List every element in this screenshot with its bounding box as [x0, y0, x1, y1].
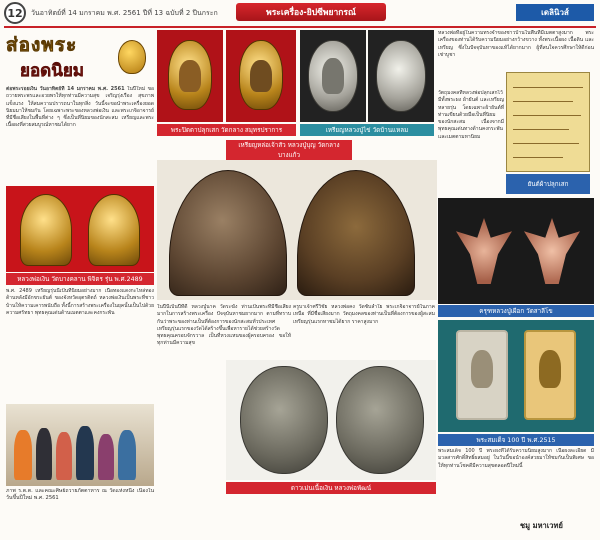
photo-amulet-1: [157, 30, 223, 122]
header-rule: [4, 26, 596, 28]
amulet-front: [20, 194, 72, 266]
monk-figure: [14, 430, 32, 480]
coin-front: [240, 366, 328, 474]
garuda-front: [456, 218, 512, 284]
date-line: วันอาทิตย์ที่ 14 มกราคม พ.ศ. 2561 ปีที่ 13 ฉบับที่ 2 ปีนกระก: [31, 8, 218, 17]
buddha-figure: [179, 60, 201, 92]
photo-group: [6, 404, 154, 486]
caption-7: ดาวเม่นเนื้อเงิน หลวงพ่อพัฒน์: [226, 482, 436, 494]
article-text-left-mid: พ.ศ. 2489 เหรียญรุ่นนี้เป็นที่นิยมอย่างมาก เนื้อทองแดงกะไหล่ทอง ด้านหลังมีอักขระยันต์ ของจังหวัดอุตรดิตถ์ หลวงพ่อเงินเป็นพระที่ชาวบ้านให้ความเคารพนับถือ ทั้งนี้การสร้างพระเครื่องในยุคนั้นเป็นไปด้วยความศรัทธา พุทธคุณเด่นด้านเมตตาและคงกระพัน: [6, 288, 154, 316]
article-text-right-mid: วัตถุมงคลที่หลวงพ่อปลุกเสกไว้ มีทั้งพระผง ผ้ายันต์ และเหรียญหลายรุ่น โดยเฉพาะผ้ายันต์ที่ท่านเขียนด้วยมือเป็นที่นิยมของนักสะสม เนื่องจากมีพุทธคุณเด่นทางด้านคงกระพันและเมตตามหานิยม: [438, 90, 504, 140]
photo-coin-back: [368, 30, 434, 122]
garuda-back: [524, 218, 580, 284]
page-number: 12: [4, 2, 26, 24]
buddha-figure: [250, 60, 272, 92]
caption-3: หลวงพ่อเงิน วัดบางคลาน พิจิตร รุ่น พ.ศ.2489: [6, 273, 154, 285]
caption-6: ครุฑหลวงปู่เผือก วัดสาลีโข: [438, 305, 594, 317]
brand-logo: เดลินิวส์: [516, 4, 594, 21]
byline: ต่อพระรอยเงิน วันอาทิตย์ที่ 14 มกราคม พ.ศ. 2561: [6, 86, 125, 92]
photo-note: ภาพ ร.ต.ต. และคณะศิษย์ถวายภัตตาหาร ณ วัดแห่งหนึ่ง เนื่องในวันขึ้นปีใหม่ พ.ศ. 2561: [6, 488, 154, 502]
person-figure: [98, 434, 114, 480]
author-signature: ชมู มหาเวทย์: [520, 521, 563, 530]
section-title: พระเครื่อง-ยิปซีพยากรณ์: [236, 3, 386, 21]
article-intro: [6, 86, 154, 182]
photo-coin-front: [300, 30, 366, 122]
yantra-cloth-image: [506, 72, 590, 172]
article-text-middle: ในปีนี้เป็นปีที่ดี หลวงปู่นาค วัดระฆัง ท่านเป็นพระที่มีชื่อเสียงมากในการสร้างพระเครื่อง ปัจจุบันหาชมยากมาก ตามที่ทราบกันว่าพระของท่านเป็นที่ต้องการของนักสะสมทั่วประเทศ เหรียญรุ่นแรกของวัดได้สร้างขึ้นเพื่อหารายได้ช่วยสร้างวัด พุทธคุณครอบจักรวาล เป็นที่หวงแหนของผู้ครอบครอง ขอให้ทุกท่านมีความสุข: [157, 304, 291, 347]
caption-1: พระปิดตาปลุกเสก วัดกลาง สมุทรปราการ: [157, 124, 296, 136]
photo-bronze-amulets: [157, 160, 437, 300]
coin-back: [336, 366, 424, 474]
photo-somdej: [438, 320, 594, 432]
photo-luang-pho-ngoen: [6, 186, 154, 272]
monk-portrait: [322, 58, 344, 94]
caption-5: ยันต์ผ้าปลุกเสก: [506, 174, 590, 194]
photo-silver-coins: [226, 360, 436, 480]
article-text-left-top: ในปีใหม่ ขอถวายพระพรและอวยพรให้ทุกท่านมีความสุข เจริญรุ่งเรือง สุขภาพแข็งแรง ให้สมความปรารถนาในทุกสิ่ง วันนี้จะขอนำพระเครื่องยอดนิยมมาให้ชมกัน โดยเฉพาะพระของหลวงพ่อเงิน และพระเกจิอาจารย์ที่มีชื่อเสียงในพื้นที่ต่าง ๆ ซึ่งเป็นที่นิยมของนักสะสม เหรียญและพระเนื้อผงที่สวยสมบูรณ์หาชมได้ยาก: [6, 86, 154, 129]
caption-2: เหรียญหลวงปู่ไข่ วัดบ้านแหลม: [300, 124, 434, 136]
photo-garuda: [438, 198, 594, 304]
person-figure: [118, 430, 136, 480]
logo-line-1: ส่องพระ: [6, 34, 78, 56]
amulet-icon: [118, 40, 146, 74]
photo-amulet-2: [226, 30, 296, 122]
person-figure: [76, 426, 94, 480]
amulet-back: [88, 194, 140, 266]
amulet-back: [297, 170, 415, 296]
somdej-front: [456, 330, 508, 420]
person-figure: [36, 428, 52, 480]
amulet-front: [169, 170, 287, 296]
article-text-right-bottom: พระสมเด็จ 100 ปี พระผงที่ได้รับความนิยมสูงมาก เนื้อผงละเอียด มีมวลสารศักดิ์สิทธิ์ผสมอยู่ ในวันนี้ขอนำองค์สวยมาให้ชมกันเป็นพิเศษ ขอให้ทุกท่านโชคดีมีความสุขตลอดปีใหม่นี้: [438, 448, 594, 469]
somdej-back: [524, 330, 576, 420]
coin-image: [376, 40, 426, 112]
column-logo: [6, 30, 150, 82]
caption-4: เหรียญหล่อเจ้าสัว หลวงปู่บุญ วัดกลางบางแก้ว: [226, 140, 352, 160]
logo-line-2: ยอดนิยม: [20, 61, 84, 81]
article-text-right-top: หลวงพ่อที่อยู่ในความทรงจำของชาวบ้านในพื้นที่มีเมตตาสูงมาก พระเครื่องของท่านได้รับความนิยมอย่างกว้างขวาง ทั้งพระเนื้อผง เนื้อดิน และเหรียญ ซึ่งในปัจจุบันหาของแท้ได้ยากมาก ผู้ที่สนใจควรศึกษาให้ดีก่อนเช่าบูชา: [438, 30, 594, 58]
person-figure: [56, 432, 72, 480]
caption-8: พระสมเด็จ 100 ปี พ.ศ.2515: [438, 434, 594, 446]
article-text-mid-right: ครูบาเจ้าศรีวิชัย หลวงพ่อคง วัดซับลำใย พระเกจิอาจารย์ในภาคเหนือ ที่มีชื่อเสียงมาก วัตถุมงคลของท่านเป็นที่ต้องการของผู้สะสม เหรียญรุ่นแรกหาชมได้ยาก ราคาสูงมาก: [293, 304, 435, 325]
